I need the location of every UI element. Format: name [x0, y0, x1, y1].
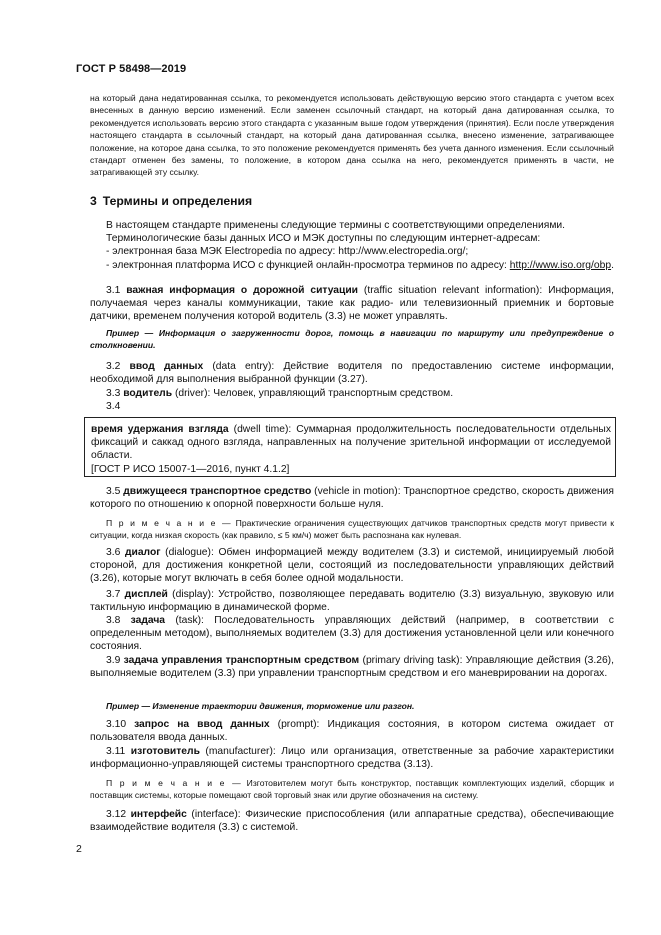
section-heading: [90, 194, 252, 208]
example-3-9: Пример — Изменение траектории движения, торможение или разгон.: [106, 701, 415, 711]
note-3-5: П р и м е ч а н и е — Практические ограничения существующих датчиков транспортных средств могут привести к ситуации, когда низкая скорость (как правило, ≤ 5 км/ч) может быть распознана как нулевая.: [90, 518, 614, 541]
term-3-7: 3.7 дисплей (display): Устройство, позволяющее передавать водителю (3.3) визуальную, звуковую или тактильную информацию в динамической форме.: [90, 589, 614, 614]
term-3-9: 3.9 задача управления транспортным средством (primary driving task): Управляющие действия (3.26), выполняемые водителем (3.3) при управлении транспортным средством и его маневрировании на дорогах.: [90, 655, 614, 680]
page-number: 2: [76, 843, 82, 855]
term-3-2: 3.2 ввод данных (data entry): Действие водителя по предоставлению системе информации, необходимой для выполнения выбранной функции (3.27).: [90, 361, 614, 386]
term-3-11: 3.11 изготовитель (manufacturer): Лицо или организация, ответственные за рабочие характеристики информационно-управляющей системы транспортного средства (3.13).: [90, 746, 614, 771]
intro-paragraph: на который дана недатированная ссылка, то рекомендуется использовать действующую версию этого стандарта с учетом всех внесенных в данную версию изменений. Если заменен ссылочный стандарт, на который дана датированная ссылка, то рекомендуется использовать версию этого стандарта с указанным выше годом утверждения (принятия). Если после утверждения настоящего стандарта в ссылочный стандарт, на который дана датированная ссылка, внесено изменение, затрагивающее положение, на которое дана ссылка, то это положение рекомендуется применять без учета данного изменения. Если ссылочный стандарт отменен без замены, то положение, в котором дана ссылка на него, рекомендуется применять в части, не затрагивающей эту ссылку.: [90, 93, 614, 178]
section-intro: В настоящем стандарте применены следующие термины с соответствующими определениями. Терминологические базы данных ИСО и МЭК доступны по следующим интернет-адресам: - электронная база МЭК Electropedia по адресу: http://www.electropedia.org/; - электронная платформа ИСО с функцией онлайн-просмотра терминов по адресу: http://www.iso.org/obp.: [90, 219, 614, 272]
section-number: 3: [90, 194, 97, 208]
example-3-1: Пример — Информация о загруженности дорог, помощь в навигации по маршруту или предупреждение о столкновении.: [90, 328, 614, 351]
section-title: Термины и определения: [102, 194, 253, 208]
term-3-4-box: время удержания взгляда (dwell time): Суммарная продолжительность последовательности отдельных фиксаций и саккад одного взгляда, направленных на получение зрительной информации от исследуемой области. [ГОСТ Р ИСО 15007-1—2016, пункт 4.1.2]: [84, 417, 616, 477]
term-3-6: 3.6 диалог (dialogue): Обмен информацией между водителем (3.3) и системой, инициируемый любой стороной, для достижения конкретной цели, состоящий из последовательности управляющих действий (3.26), которые могут включать в себя более одной модальности.: [90, 547, 614, 585]
source-reference: [ГОСТ Р ИСО 15007-1—2016, пункт 4.1.2]: [91, 463, 290, 475]
term-3-12: 3.12 интерфейс (interface): Физические приспособления (или аппаратные средства), обеспечивающие взаимодействие водителя (3.3) с системой.: [90, 809, 614, 834]
term-3-3: 3.3 водитель (driver): Человек, управляющий транспортным средством. 3.4: [106, 388, 454, 413]
term-3-8: 3.8 задача (task): Последовательность управляющих действий (например, в соответствии с определенным методом), выполняемых водителем (3.3) для достижения установленной цели или конечного состояния.: [90, 615, 614, 653]
term-name: важная информация о дорожной ситуации: [126, 285, 359, 296]
term-3-1: 3.1 важная информация о дорожной ситуации (traffic situation relevant information): Информация, получаемая через каналы коммуникации, такие как радио- или телевизионный приемник и бортовые датчики, временем получения которой водитель (3.3) не может управлять.: [90, 285, 614, 323]
standard-header: ГОСТ Р 58498—2019: [76, 63, 187, 75]
iso-obp-link[interactable]: http://www.iso.org/obp: [509, 259, 612, 271]
term-3-10: 3.10 запрос на ввод данных (prompt): Индикация состояния, в котором система ожидает от пользователя ввода данных.: [90, 719, 614, 744]
iso-obp-line: - электронная платформа ИСО с функцией онлайн-просмотра терминов по адресу: http://www.iso.org/obp.: [106, 259, 614, 271]
term-3-5: 3.5 движущееся транспортное средство (vehicle in motion): Транспортное средство, скорость движения которого по отношению к опорной поверхности больше нуля.: [90, 486, 614, 511]
note-3-11: П р и м е ч а н и е — Изготовителем могут быть конструктор, поставщик комплектующих изделий, сборщик и поставщик системы, которые помещают свой торговый знак или другие обозначения на систему.: [90, 778, 614, 801]
